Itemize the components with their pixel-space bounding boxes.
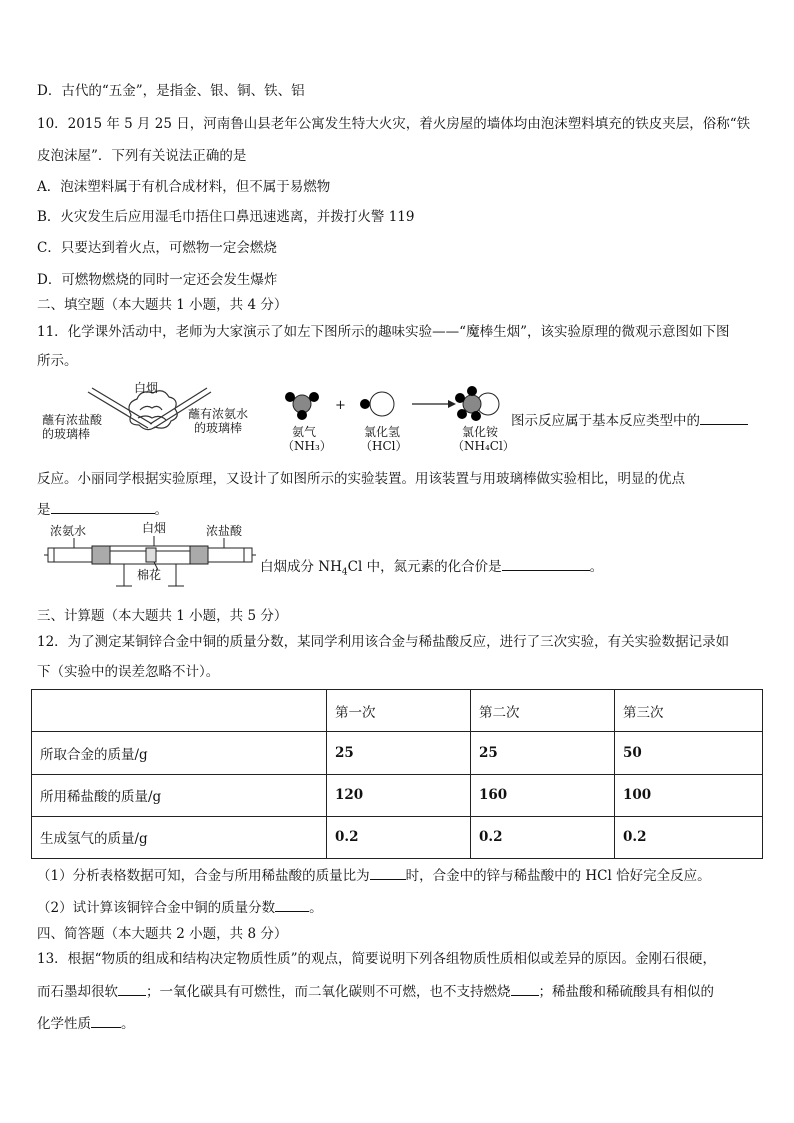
nh4cl-end: 。 — [589, 559, 604, 575]
reaction-microscopic-figure — [280, 384, 515, 454]
q11-stem-2: 所示。 — [37, 353, 78, 369]
nh4cl-mid: Cl 中，氮元素的化合价是 — [347, 559, 502, 575]
q11-line-4-end: 。 — [154, 502, 168, 518]
plus-sign: + — [335, 398, 346, 413]
answer-blank-diamond-graphite[interactable] — [118, 982, 146, 996]
q12-sub1-prefix: （1）分析表格数据可知，合金与所用稀盐酸的质量比为 — [37, 868, 370, 884]
table-cell: 160 — [471, 774, 615, 816]
table-header-cell: 第三次 — [615, 690, 763, 732]
q13-line-2c: ；稀盐酸和稀硫酸具有相似的 — [538, 984, 714, 1000]
q12-sub2-prefix: （2）试计算该铜锌合金中铜的质量分数 — [37, 900, 276, 916]
table-cell: 100 — [615, 774, 763, 816]
hydrochloric-acid-label: 浓盐酸 — [206, 524, 243, 538]
table-row — [32, 816, 763, 858]
table-header-cell — [32, 690, 327, 732]
q13-line-3 — [37, 1014, 135, 1033]
ammonia-formula: （NH₃） — [282, 439, 332, 453]
hcl-rod-label-1: 蘸有浓盐酸 — [42, 413, 103, 427]
table-cell: 生成氢气的质量/g — [32, 816, 327, 858]
answer-blank-copper-fraction[interactable] — [275, 898, 309, 912]
answer-blank-co-co2[interactable] — [511, 982, 539, 996]
hcl-formula: （HCl） — [360, 439, 408, 453]
q13-line-1: 13．根据“物质的组成和结构决定物质性质”的观点，简要说明下列各组物质性质相似或差异的原因。金刚石很硬， — [37, 951, 716, 967]
q13-line-2a: 而石墨却很软 — [37, 984, 118, 1000]
table-cell: 25 — [327, 732, 471, 774]
ammonia-label: 氨气 — [292, 425, 317, 439]
table-cell: 25 — [471, 732, 615, 774]
q10-stem-2: 皮泡沫屋”．下列有关说法正确的是 — [37, 148, 247, 164]
q12-stem-1: 12．为了测定某铜锌合金中铜的质量分数，某同学利用该合金与稀盐酸反应，进行了三次实验，有关实验数据记录如 — [37, 634, 730, 650]
answer-blank-advantage[interactable] — [51, 500, 155, 514]
q13-line-3a: 化学性质 — [37, 1016, 91, 1032]
nh4cl-subscript: 4 — [341, 567, 348, 578]
nh4cl-prefix: 白烟成分 NH — [260, 559, 342, 575]
ammonia-rod-label-2: 的玻璃棒 — [194, 421, 243, 435]
table-row — [32, 774, 763, 816]
magic-rod-figure — [36, 380, 266, 450]
q11-stem-1: 11．化学课外活动中，老师为大家演示了如左下图所示的趣味实验——“魔棒生烟”，该实验原理的微观示意图如下图 — [37, 324, 730, 340]
table-cell: 0.2 — [615, 816, 763, 858]
section-heading-calculation: 三、计算题（本大题共 1 小题，共 5 分） — [37, 608, 288, 624]
q10-option-a: A．泡沫塑料属于有机合成材料，但不属于易燃物 — [37, 179, 331, 195]
table-header-cell: 第一次 — [327, 690, 471, 732]
q10-stem-1: 10．2015 年 5 月 25 日，河南鲁山县老年公寓发生特大火灾，着火房屋的墙体均由泡沫塑料填充的铁皮夹层，俗称“铁 — [37, 116, 751, 132]
q11-line-4 — [37, 500, 168, 519]
q11-reaction-type-text — [511, 411, 748, 430]
table-header-cell: 第二次 — [471, 690, 615, 732]
q12-sub2-suffix: 。 — [309, 900, 323, 916]
hcl-label: 氯化氢 — [364, 425, 401, 439]
q11-nitrogen-valence-text — [260, 557, 603, 582]
q12-stem-2: 下（实验中的误差忽略不计）。 — [37, 664, 220, 680]
section-heading-fill-in: 二、填空题（本大题共 1 小题，共 4 分） — [37, 297, 288, 313]
q9-option-d: D．古代的“五金”，是指金、银、铜、铁、铝 — [37, 83, 305, 99]
q13-line-2 — [37, 982, 714, 1001]
q12-sub1 — [37, 866, 711, 885]
q10-option-c: C．只要达到着火点，可燃物一定会燃烧 — [37, 240, 277, 256]
section-heading-short-answer: 四、简答题（本大题共 2 小题，共 8 分） — [37, 926, 288, 942]
answer-blank-mass-ratio[interactable] — [370, 866, 406, 880]
cotton-label: 棉花 — [137, 568, 162, 582]
white-smoke-label: 白烟 — [142, 521, 167, 535]
q13-line-3b: 。 — [121, 1016, 135, 1032]
ammonium-chloride-label: 氯化铵 — [462, 425, 499, 439]
q10-option-b: B．火灾发生后应用湿毛巾捂住口鼻迅速逃离，并拨打火警 119 — [37, 209, 415, 225]
table-cell: 所取合金的质量/g — [32, 732, 327, 774]
answer-blank-valence[interactable] — [502, 557, 590, 571]
table-header-row — [32, 690, 763, 732]
table-cell: 50 — [615, 732, 763, 774]
q10-option-d: D．可燃物燃烧的同时一定还会发生爆炸 — [37, 272, 278, 288]
ammonia-rod-label-1: 蘸有浓氨水 — [188, 407, 249, 421]
q11-line-3: 反应。小丽同学根据实验原理，又设计了如图所示的实验装置。用该装置与用玻璃棒做实验相比，明显的优点 — [37, 471, 685, 487]
tube-apparatus-figure — [44, 522, 256, 588]
experiment-data-table — [31, 689, 763, 859]
table-cell: 120 — [327, 774, 471, 816]
ammonium-chloride-formula: （NH₄Cl） — [452, 439, 515, 453]
table-cell: 0.2 — [327, 816, 471, 858]
q13-line-2b: ；一氧化碳具有可燃性，而二氧化碳则不可燃，也不支持燃烧 — [146, 984, 511, 1000]
answer-blank-reaction-type[interactable] — [700, 411, 748, 425]
q12-sub1-suffix: 时，合金中的锌与稀盐酸中的 HCl 恰好完全反应。 — [405, 868, 711, 884]
q11-reaction-type-prompt: 图示反应属于基本反应类型中的 — [511, 413, 700, 429]
smoke-label: 白烟 — [134, 381, 159, 395]
answer-blank-acid-properties[interactable] — [91, 1014, 121, 1028]
ammonia-water-label: 浓氨水 — [50, 524, 87, 538]
table-row — [32, 732, 763, 774]
hcl-rod-label-2: 的玻璃棒 — [42, 427, 91, 441]
table-cell: 0.2 — [471, 816, 615, 858]
q12-sub2 — [37, 898, 323, 917]
q11-line-4-prefix: 是 — [37, 502, 51, 518]
table-cell: 所用稀盐酸的质量/g — [32, 774, 327, 816]
